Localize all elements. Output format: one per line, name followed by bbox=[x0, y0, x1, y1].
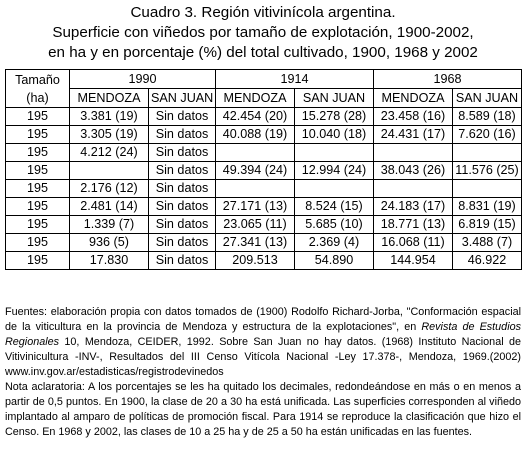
caption-line-3: en ha y en porcentaje (%) del total cultivado, 1900, 1968 y 2002 bbox=[48, 44, 478, 61]
table-cell: 42.454 (20) bbox=[216, 108, 295, 126]
size-header-label: Tamaño bbox=[15, 72, 60, 87]
table-cell: 2.176 (12) bbox=[70, 180, 149, 198]
table-cell: 144.954 bbox=[374, 252, 453, 270]
table-caption bbox=[0, 3, 526, 63]
table-cell: 8.524 (15) bbox=[295, 198, 374, 216]
size-class-cell: 195 bbox=[6, 252, 70, 270]
table-cell: 16.068 (11) bbox=[374, 234, 453, 252]
year-header: 1990 bbox=[70, 70, 216, 89]
sources-note bbox=[5, 305, 521, 380]
vineyard-area-table bbox=[5, 69, 522, 270]
table-cell: 3.381 (19) bbox=[70, 108, 149, 126]
table-cell: Sin datos bbox=[149, 216, 216, 234]
table-row bbox=[6, 108, 522, 126]
header-row-provinces bbox=[6, 89, 522, 108]
table-cell: 15.278 (28) bbox=[295, 108, 374, 126]
table-cell: 46.922 bbox=[453, 252, 522, 270]
table-cell: 27.341 (13) bbox=[216, 234, 295, 252]
size-class-cell: 195 bbox=[6, 180, 70, 198]
table-cell bbox=[70, 162, 149, 180]
table-cell: 49.394 (24) bbox=[216, 162, 295, 180]
table-cell: 8.831 (19) bbox=[453, 198, 522, 216]
table-row bbox=[6, 180, 522, 198]
province-header: MENDOZA bbox=[216, 89, 295, 108]
table-cell: 38.043 (26) bbox=[374, 162, 453, 180]
table-cell: 23.065 (11) bbox=[216, 216, 295, 234]
table-cell: 3.305 (19) bbox=[70, 126, 149, 144]
table-cell: 24.431 (17) bbox=[374, 126, 453, 144]
table-cell: 2.369 (4) bbox=[295, 234, 374, 252]
size-class-cell: 195 bbox=[6, 198, 70, 216]
table-cell: Sin datos bbox=[149, 198, 216, 216]
table-cell: Sin datos bbox=[149, 252, 216, 270]
header-row-years bbox=[6, 70, 522, 89]
table-cell: 2.481 (14) bbox=[70, 198, 149, 216]
year-header: 1968 bbox=[374, 70, 522, 89]
size-class-cell: 195 bbox=[6, 216, 70, 234]
province-header: SAN JUAN bbox=[295, 89, 374, 108]
caption-line-2: Superficie con viñedos por tamaño de explotación, 1900-2002, bbox=[52, 24, 474, 41]
province-header: MENDOZA bbox=[70, 89, 149, 108]
sources-text-a: Fuentes: elaboración propia con datos tomados de (1900) Rodolfo Richard-Jorba, "Conformación espacial de la viticultura en la provincia de Mendoza y estructura de la explotaciones", en bbox=[5, 306, 521, 333]
table-cell: 8.589 (18) bbox=[453, 108, 522, 126]
table-cell: 10.040 (18) bbox=[295, 126, 374, 144]
table-cell bbox=[216, 180, 295, 198]
table-cell: Sin datos bbox=[149, 126, 216, 144]
table-cell: Sin datos bbox=[149, 162, 216, 180]
table-cell: 12.994 (24) bbox=[295, 162, 374, 180]
year-header: 1914 bbox=[216, 70, 374, 89]
table-row bbox=[6, 144, 522, 162]
table-cell: 23.458 (16) bbox=[374, 108, 453, 126]
journal-title: Revista de Estudios Regionales bbox=[5, 321, 521, 348]
table-cell bbox=[453, 180, 522, 198]
province-header: SAN JUAN bbox=[149, 89, 216, 108]
table-cell: 40.088 (19) bbox=[216, 126, 295, 144]
table-cell: Sin datos bbox=[149, 144, 216, 162]
table-cell: 27.171 (13) bbox=[216, 198, 295, 216]
table-cell bbox=[453, 144, 522, 162]
table-cell: 11.576 (25) bbox=[453, 162, 522, 180]
size-class-cell: 195 bbox=[6, 144, 70, 162]
table-row bbox=[6, 126, 522, 144]
table-cell: 1.339 (7) bbox=[70, 216, 149, 234]
table-cell: Sin datos bbox=[149, 234, 216, 252]
province-header: MENDOZA bbox=[374, 89, 453, 108]
table-cell: 5.685 (10) bbox=[295, 216, 374, 234]
table-cell: Sin datos bbox=[149, 108, 216, 126]
table-cell: 4.212 (24) bbox=[70, 144, 149, 162]
table-cell bbox=[374, 144, 453, 162]
table-row bbox=[6, 216, 522, 234]
table-cell: 3.488 (7) bbox=[453, 234, 522, 252]
table-cell bbox=[216, 144, 295, 162]
table-cell bbox=[295, 180, 374, 198]
table-cell: 209.513 bbox=[216, 252, 295, 270]
clarification-note: Nota aclaratoria: A los porcentajes se les ha quitado los decimales, redondeándose en más o en menos a partir de 0,5 puntos. En 1900, la clase de 20 a 30 ha está unificada. Las superficies corresponden al viñedo implantado al amparo de políticas de promoción fiscal. Para 1914 se reproduce la clasificación que hizo el Censo. En 1968 y 2002, las clases de 10 a 25 ha y de 25 a 50 ha están unificadas en las fuentes. bbox=[5, 381, 521, 438]
table-cell bbox=[374, 180, 453, 198]
sources-text-b: 10, Mendoza, CEIDER, 1992. Sobre San Juan no hay datos. (1968) Instituto Nacional de Vitivinicultura -INV-, Resultados del III Censo Vitícola Nacional -Ley 17.378-, Mendoza, 1969.(2002) www.inv.gov.ar/estadisticas/registrodevinedos bbox=[5, 336, 521, 378]
table-cell: 54.890 bbox=[295, 252, 374, 270]
size-header-unit: (ha) bbox=[26, 90, 49, 105]
size-class-cell: 195 bbox=[6, 126, 70, 144]
table-cell: Sin datos bbox=[149, 180, 216, 198]
table-notes bbox=[5, 305, 521, 440]
table-cell bbox=[295, 144, 374, 162]
table-row bbox=[6, 252, 522, 270]
table-cell: 6.819 (15) bbox=[453, 216, 522, 234]
table-row bbox=[6, 162, 522, 180]
table-row bbox=[6, 198, 522, 216]
table-cell: 18.771 (13) bbox=[374, 216, 453, 234]
caption-line-1: Cuadro 3. Región vitivinícola argentina. bbox=[130, 4, 396, 21]
table-cell: 17.830 bbox=[70, 252, 149, 270]
size-class-cell: 195 bbox=[6, 234, 70, 252]
table-cell: 7.620 (16) bbox=[453, 126, 522, 144]
table-cell: 936 (5) bbox=[70, 234, 149, 252]
province-header: SAN JUAN bbox=[453, 89, 522, 108]
size-class-cell: 195 bbox=[6, 108, 70, 126]
size-class-cell: 195 bbox=[6, 162, 70, 180]
size-header bbox=[6, 70, 70, 108]
table-row bbox=[6, 234, 522, 252]
table-cell: 24.183 (17) bbox=[374, 198, 453, 216]
